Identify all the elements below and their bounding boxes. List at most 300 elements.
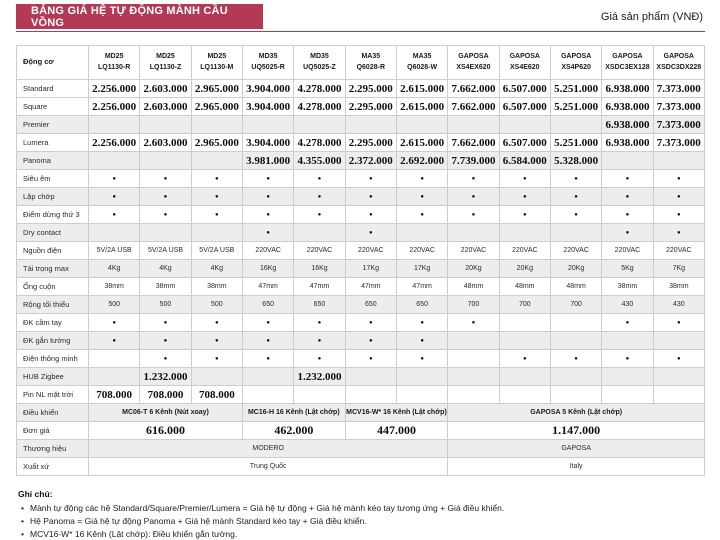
column-header-series: GAPOSA <box>458 53 489 61</box>
feature-dot-cell <box>550 224 601 242</box>
price-cell: 5.251.000 <box>550 80 601 98</box>
row-label: Siêu êm <box>17 170 89 188</box>
price-cell <box>345 386 396 404</box>
feature-dot-cell: ● <box>191 188 242 206</box>
price-cell: 2.256.000 <box>89 98 140 116</box>
spec-cell: 700 <box>550 296 601 314</box>
spec-cell: 220VAC <box>242 242 293 260</box>
column-header <box>499 46 550 80</box>
feature-dot-cell: ● <box>345 206 396 224</box>
price-cell <box>448 368 499 386</box>
price-cell: 2.372.000 <box>345 152 396 170</box>
row-label: Rộng tối thiểu <box>17 296 89 314</box>
column-header-series: GAPOSA <box>663 53 694 61</box>
row-label: Standard <box>17 80 89 98</box>
price-cell: 708.000 <box>140 386 191 404</box>
column-header-model: UQ5025-R <box>251 63 285 71</box>
column-header-model: LQ1130-R <box>98 63 131 71</box>
brand-cell: GAPOSA <box>448 440 705 458</box>
row-label: Pin NL mặt trời <box>17 386 89 404</box>
row-label: Dry contact <box>17 224 89 242</box>
price-table <box>16 45 705 476</box>
spec-cell: 4Kg <box>89 260 140 278</box>
spec-cell: 500 <box>191 296 242 314</box>
table-row <box>17 98 705 116</box>
price-cell: 6.938.000 <box>602 80 653 98</box>
feature-dot-cell: ● <box>242 188 293 206</box>
feature-dot-cell: ● <box>294 350 345 368</box>
spec-cell: 20Kg <box>550 260 601 278</box>
column-header-model: UQ5025-Z <box>303 63 336 71</box>
column-header-series: MD25 <box>104 53 124 61</box>
price-cell <box>396 386 447 404</box>
feature-dot-cell: ● <box>345 332 396 350</box>
feature-dot-cell: ● <box>653 188 704 206</box>
spec-cell: 650 <box>242 296 293 314</box>
row-label: ĐK cầm tay <box>17 314 89 332</box>
price-cell: 2.615.000 <box>396 80 447 98</box>
price-cell <box>550 368 601 386</box>
feature-dot-cell <box>448 224 499 242</box>
spec-cell: 47mm <box>396 278 447 296</box>
feature-dot-cell: ● <box>448 170 499 188</box>
column-header-series: GAPOSA <box>509 53 540 61</box>
price-cell <box>550 116 601 134</box>
spec-cell: 220VAC <box>499 242 550 260</box>
spec-cell: 47mm <box>242 278 293 296</box>
feature-dot-cell: ● <box>499 188 550 206</box>
table-row <box>17 368 705 386</box>
spec-cell: 7Kg <box>653 260 704 278</box>
spec-cell: 650 <box>396 296 447 314</box>
row-label: Lặp chớp <box>17 188 89 206</box>
table-row <box>17 458 705 476</box>
price-cell <box>294 116 345 134</box>
column-header-model: Q6028-W <box>407 63 438 71</box>
column-header-series: MA35 <box>361 53 381 61</box>
table-row <box>17 278 705 296</box>
notes-title: Ghi chú: <box>18 489 53 499</box>
feature-dot-cell: ● <box>345 224 396 242</box>
table-row <box>17 152 705 170</box>
page-title-banner <box>16 4 263 29</box>
remote-name-cell: MC06-T 6 Kênh (Nút xoay) <box>89 404 243 422</box>
spec-cell: 700 <box>499 296 550 314</box>
spec-cell: 650 <box>294 296 345 314</box>
row-label: HUB Zigbee <box>17 368 89 386</box>
spec-cell: 48mm <box>448 278 499 296</box>
price-cell: 7.373.000 <box>653 116 704 134</box>
row-label: Ống cuộn <box>17 278 89 296</box>
feature-dot-cell: ● <box>191 170 242 188</box>
feature-dot-cell: ● <box>499 350 550 368</box>
price-cell: 1.232.000 <box>294 368 345 386</box>
price-cell <box>242 386 293 404</box>
feature-dot-cell: ● <box>550 350 601 368</box>
feature-dot-cell: ● <box>653 314 704 332</box>
spec-cell: 38mm <box>602 278 653 296</box>
feature-dot-cell: ● <box>242 224 293 242</box>
price-cell: 7.739.000 <box>448 152 499 170</box>
unit-price-cell: 447.000 <box>345 422 448 440</box>
spec-cell: 220VAC <box>653 242 704 260</box>
spec-cell: 20Kg <box>499 260 550 278</box>
spec-cell: 650 <box>345 296 396 314</box>
feature-dot-cell: ● <box>448 188 499 206</box>
remote-name-cell: MCV16-W* 16 Kênh (Lật chớp) <box>345 404 448 422</box>
feature-dot-cell: ● <box>499 206 550 224</box>
price-cell: 2.603.000 <box>140 98 191 116</box>
price-cell: 2.295.000 <box>345 80 396 98</box>
price-cell: 6.938.000 <box>602 116 653 134</box>
remote-name-cell: GAPOSA 5 Kênh (Lật chớp) <box>448 404 705 422</box>
price-cell: 6.507.000 <box>499 80 550 98</box>
column-header-series: MD35 <box>258 53 278 61</box>
feature-dot-cell <box>448 350 499 368</box>
table-row <box>17 206 705 224</box>
feature-dot-cell: ● <box>602 188 653 206</box>
spec-cell: 4Kg <box>191 260 242 278</box>
spec-cell: 220VAC <box>294 242 345 260</box>
spec-cell: 48mm <box>499 278 550 296</box>
price-cell: 2.965.000 <box>191 134 242 152</box>
price-cell: 2.295.000 <box>345 134 396 152</box>
spec-cell: 220VAC <box>345 242 396 260</box>
table-row <box>17 224 705 242</box>
row-label: Nguồn điện <box>17 242 89 260</box>
column-header-model: XS4EX620 <box>456 63 491 71</box>
feature-dot-cell: ● <box>550 206 601 224</box>
spec-cell: 47mm <box>345 278 396 296</box>
feature-dot-cell: ● <box>242 206 293 224</box>
feature-dot-cell <box>602 332 653 350</box>
price-cell: 3.904.000 <box>242 98 293 116</box>
feature-dot-cell: ● <box>191 350 242 368</box>
price-cell: 6.938.000 <box>602 98 653 116</box>
accent-divider <box>16 31 705 32</box>
column-header <box>602 46 653 80</box>
row-label: Xuất xứ <box>17 458 89 476</box>
feature-dot-cell: ● <box>140 314 191 332</box>
spec-cell: 220VAC <box>396 242 447 260</box>
feature-dot-cell: ● <box>602 206 653 224</box>
price-cell <box>345 368 396 386</box>
table-row <box>17 296 705 314</box>
spec-cell: 20Kg <box>448 260 499 278</box>
feature-dot-cell: ● <box>242 332 293 350</box>
price-cell: 2.256.000 <box>89 80 140 98</box>
price-cell: 4.278.000 <box>294 80 345 98</box>
table-row <box>17 188 705 206</box>
price-cell <box>242 116 293 134</box>
spec-cell: 700 <box>448 296 499 314</box>
price-cell: 5.328.000 <box>550 152 601 170</box>
spec-cell: 430 <box>653 296 704 314</box>
spec-cell: 220VAC <box>448 242 499 260</box>
price-cell <box>89 116 140 134</box>
price-cell: 7.662.000 <box>448 80 499 98</box>
spec-cell: 47mm <box>294 278 345 296</box>
feature-dot-cell: ● <box>140 170 191 188</box>
column-header <box>448 46 499 80</box>
price-cell <box>653 152 704 170</box>
spec-cell: 38mm <box>89 278 140 296</box>
feature-dot-cell: ● <box>242 170 293 188</box>
row-label: Tải trọng max <box>17 260 89 278</box>
feature-dot-cell <box>550 314 601 332</box>
price-cell: 7.662.000 <box>448 98 499 116</box>
price-cell: 2.603.000 <box>140 134 191 152</box>
feature-dot-cell: ● <box>294 314 345 332</box>
feature-dot-cell: ● <box>89 188 140 206</box>
spec-cell: 220VAC <box>550 242 601 260</box>
feature-dot-cell: ● <box>242 350 293 368</box>
notes-list <box>18 502 705 540</box>
feature-dot-cell: ● <box>89 170 140 188</box>
page-title: BẢNG GIÁ HỆ TỰ ĐỘNG MÀNH CẦU VỒNG <box>31 4 228 29</box>
brand-cell: Trung Quốc <box>89 458 448 476</box>
price-cell <box>345 116 396 134</box>
feature-dot-cell: ● <box>653 350 704 368</box>
row-label: Panoma <box>17 152 89 170</box>
column-header-model: Q6028-R <box>356 63 385 71</box>
price-cell <box>499 368 550 386</box>
feature-dot-cell: ● <box>396 188 447 206</box>
feature-dot-cell: ● <box>294 206 345 224</box>
feature-dot-cell: ● <box>140 350 191 368</box>
row-label: ĐK gắn tường <box>17 332 89 350</box>
feature-dot-cell <box>448 332 499 350</box>
price-cell <box>396 368 447 386</box>
price-cell: 7.662.000 <box>448 134 499 152</box>
price-cell <box>448 116 499 134</box>
feature-dot-cell: ● <box>294 170 345 188</box>
price-cell <box>140 116 191 134</box>
row-label: Premier <box>17 116 89 134</box>
spec-cell: 5V/2A USB <box>89 242 140 260</box>
spec-cell: 4Kg <box>140 260 191 278</box>
column-header-series: MD25 <box>207 53 227 61</box>
price-cell: 2.965.000 <box>191 80 242 98</box>
brand-cell: Italy <box>448 458 705 476</box>
price-cell: 2.965.000 <box>191 98 242 116</box>
price-cell <box>653 386 704 404</box>
price-cell: 3.904.000 <box>242 134 293 152</box>
feature-dot-cell: ● <box>89 206 140 224</box>
feature-dot-cell: ● <box>191 206 242 224</box>
feature-dot-cell <box>499 314 550 332</box>
price-cell: 4.278.000 <box>294 98 345 116</box>
row-label: Đơn giá <box>17 422 89 440</box>
price-cell: 1.232.000 <box>140 368 191 386</box>
row-label: Điện thông minh <box>17 350 89 368</box>
feature-dot-cell <box>396 224 447 242</box>
price-cell <box>294 386 345 404</box>
feature-dot-cell <box>653 332 704 350</box>
column-header <box>242 46 293 80</box>
spec-cell: 16Kg <box>242 260 293 278</box>
table-row <box>17 242 705 260</box>
price-cell <box>191 368 242 386</box>
feature-dot-cell: ● <box>89 314 140 332</box>
notes-section <box>16 489 705 540</box>
feature-dot-cell: ● <box>550 188 601 206</box>
feature-dot-cell <box>499 224 550 242</box>
feature-dot-cell: ● <box>602 170 653 188</box>
column-header <box>89 46 140 80</box>
column-header-model: XS4P620 <box>561 63 591 71</box>
feature-dot-cell: ● <box>345 188 396 206</box>
feature-dot-cell: ● <box>191 332 242 350</box>
table-row <box>17 170 705 188</box>
remote-name-cell: MC16-H 16 Kênh (Lật chớp) <box>242 404 345 422</box>
feature-dot-cell <box>140 224 191 242</box>
column-header <box>653 46 704 80</box>
price-cell <box>499 386 550 404</box>
column-header-series: GAPOSA <box>612 53 643 61</box>
spec-cell: 220VAC <box>602 242 653 260</box>
price-cell: 7.373.000 <box>653 134 704 152</box>
price-cell: 6.507.000 <box>499 98 550 116</box>
unit-price-cell: 462.000 <box>242 422 345 440</box>
feature-dot-cell <box>89 224 140 242</box>
price-cell: 2.603.000 <box>140 80 191 98</box>
table-row <box>17 404 705 422</box>
feature-dot-cell <box>294 224 345 242</box>
header-row <box>17 46 705 80</box>
column-header <box>191 46 242 80</box>
price-cell <box>242 368 293 386</box>
feature-dot-cell: ● <box>653 206 704 224</box>
spec-cell: 38mm <box>140 278 191 296</box>
motor-column-header: Động cơ <box>17 46 89 80</box>
feature-dot-cell: ● <box>396 170 447 188</box>
price-cell: 5.251.000 <box>550 98 601 116</box>
feature-dot-cell: ● <box>396 332 447 350</box>
column-header <box>345 46 396 80</box>
column-header-series: MA35 <box>412 53 432 61</box>
price-cell <box>191 116 242 134</box>
price-cell <box>89 152 140 170</box>
price-cell: 2.295.000 <box>345 98 396 116</box>
feature-dot-cell: ● <box>448 314 499 332</box>
table-row <box>17 80 705 98</box>
feature-dot-cell: ● <box>345 314 396 332</box>
table-row <box>17 386 705 404</box>
feature-dot-cell: ● <box>653 224 704 242</box>
price-cell <box>550 386 601 404</box>
spec-cell: 500 <box>89 296 140 314</box>
column-header <box>396 46 447 80</box>
note-item: • Mành tự động các hệ Standard/Square/Premier/Lumera = Giá hệ tự động + Giá hệ mành kéo tay tương ứng + Giá điều khiển. <box>18 502 705 515</box>
price-cell <box>602 152 653 170</box>
feature-dot-cell: ● <box>140 206 191 224</box>
feature-dot-cell <box>499 332 550 350</box>
price-cell <box>499 116 550 134</box>
feature-dot-cell: ● <box>140 332 191 350</box>
spec-cell: 5V/2A USB <box>191 242 242 260</box>
feature-dot-cell: ● <box>396 314 447 332</box>
price-cell <box>140 152 191 170</box>
column-header-model: XSDC3DX228 <box>656 63 702 71</box>
spec-cell: 38mm <box>653 278 704 296</box>
feature-dot-cell: ● <box>448 206 499 224</box>
price-cell: 6.584.000 <box>499 152 550 170</box>
feature-dot-cell: ● <box>602 224 653 242</box>
feature-dot-cell: ● <box>602 350 653 368</box>
price-cell: 6.938.000 <box>602 134 653 152</box>
price-cell <box>89 368 140 386</box>
row-label: Lumera <box>17 134 89 152</box>
price-cell <box>653 368 704 386</box>
price-cell: 2.615.000 <box>396 134 447 152</box>
feature-dot-cell: ● <box>602 314 653 332</box>
table-row <box>17 116 705 134</box>
feature-dot-cell: ● <box>294 332 345 350</box>
feature-dot-cell: ● <box>242 314 293 332</box>
feature-dot-cell <box>550 332 601 350</box>
feature-dot-cell: ● <box>345 350 396 368</box>
feature-dot-cell: ● <box>191 314 242 332</box>
table-row <box>17 260 705 278</box>
spec-cell: 16Kg <box>294 260 345 278</box>
column-header <box>550 46 601 80</box>
column-header-model: LQ1130-M <box>200 63 234 71</box>
price-cell <box>191 152 242 170</box>
feature-dot-cell: ● <box>653 170 704 188</box>
column-header-model: XS4E620 <box>509 63 540 71</box>
price-cell: 2.615.000 <box>396 98 447 116</box>
price-cell: 6.507.000 <box>499 134 550 152</box>
feature-dot-cell: ● <box>140 188 191 206</box>
table-row <box>17 422 705 440</box>
unit-price-cell: 1.147.000 <box>448 422 705 440</box>
spec-cell: 500 <box>140 296 191 314</box>
column-header-series: MD25 <box>156 53 175 61</box>
price-cell: 7.373.000 <box>653 98 704 116</box>
feature-dot-cell: ● <box>396 206 447 224</box>
brand-cell: MODERO <box>89 440 448 458</box>
spec-cell: 38mm <box>191 278 242 296</box>
price-unit-label: Giá sản phẩm (VNĐ) <box>600 10 703 23</box>
table-row <box>17 314 705 332</box>
price-cell: 2.692.000 <box>396 152 447 170</box>
column-header-model: LQ1130-Z <box>149 63 182 71</box>
spec-cell: 17Kg <box>396 260 447 278</box>
price-cell: 708.000 <box>191 386 242 404</box>
price-cell: 7.373.000 <box>653 80 704 98</box>
table-row <box>17 440 705 458</box>
feature-dot-cell: ● <box>499 170 550 188</box>
table-row <box>17 134 705 152</box>
price-cell <box>448 386 499 404</box>
table-row <box>17 350 705 368</box>
column-header <box>140 46 191 80</box>
price-cell <box>602 368 653 386</box>
feature-dot-cell: ● <box>89 332 140 350</box>
spec-cell: 17Kg <box>345 260 396 278</box>
feature-dot-cell <box>89 350 140 368</box>
spec-cell: 430 <box>602 296 653 314</box>
spec-cell: 48mm <box>550 278 601 296</box>
price-cell: 5.251.000 <box>550 134 601 152</box>
note-item: • Hệ Panoma = Giá hệ tự động Panoma + Giá hệ mành Standard kéo tay + Giá điều khiển. <box>18 515 705 528</box>
price-cell: 3.904.000 <box>242 80 293 98</box>
table-row <box>17 332 705 350</box>
spec-cell: 5V/2A USB <box>140 242 191 260</box>
feature-dot-cell: ● <box>396 350 447 368</box>
price-cell: 4.278.000 <box>294 134 345 152</box>
